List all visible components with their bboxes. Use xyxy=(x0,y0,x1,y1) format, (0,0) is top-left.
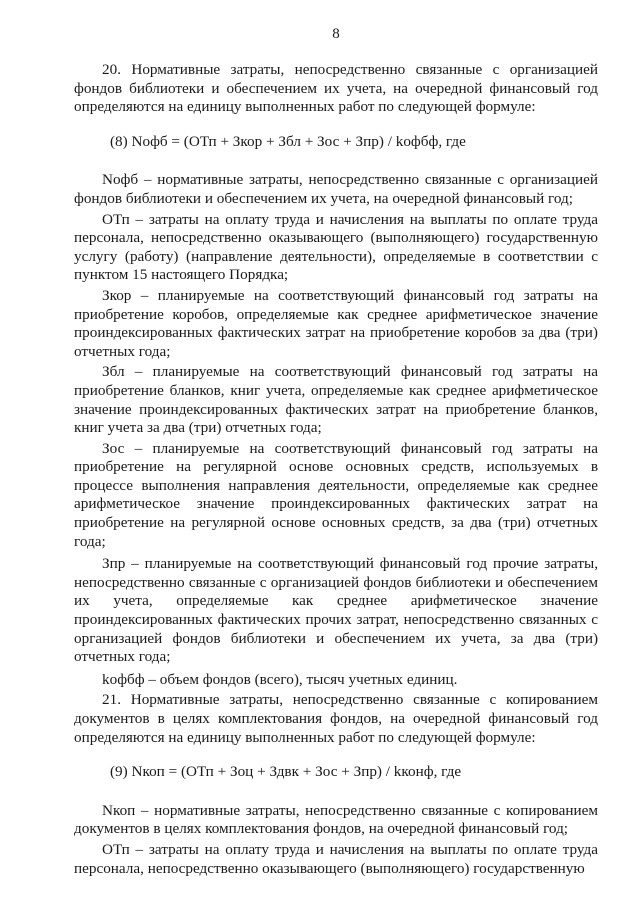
definition-otp: ОТп – затраты на оплату труда и начисления на выплаты по оплате труда персонала, непосредственно оказывающего (выполняющего) государственную услугу (работу) (направление деятельности), определяемые в соответствии с пунктом 15 настоящего Порядка; xyxy=(74,210,598,284)
definition-zkor: Зкор – планируемые на соответствующий финансовый год затраты на приобретение коробов, определяемые как среднее арифметическое значение проиндексированных фактических затрат на приобретение коробов за два (три) отчетных года; xyxy=(74,286,598,360)
page-number: 8 xyxy=(332,26,340,42)
definition-nkop: Nкоп – нормативные затраты, непосредственно связанные с копированием документов в целях комплектования фондов, на очередной финансовый год; xyxy=(74,801,598,838)
paragraph-21: 21. Нормативные затраты, непосредственно связанные с копированием документов в целях комплектования фондов, на очередной финансовый год определяются на единицу выполненных работ по следующей формуле: xyxy=(74,691,598,746)
formula-8: (8) Nофб = (ОТп + Зкор + Збл + Зос + Зпр) / kофбф, где xyxy=(110,132,466,150)
definition-zbl: Збл – планируемые на соответствующий финансовый год затраты на приобретение бланков, книг учета, определяемые как среднее арифметическое значение проиндексированных фактических затрат на приобретение бланков, книг учета за два (три) отчетных года; xyxy=(74,363,598,437)
paragraph-20: 20. Нормативные затраты, непосредственно связанные с организацией фондов библиотеки и обеспечением их учета, на очередной финансовый год определяются на единицу выполненных работ по следующей формуле: xyxy=(74,61,598,116)
definition-kofbf: kофбф – объем фондов (всего), тысяч учетных единиц. xyxy=(102,670,458,688)
definition-nofb: Nофб – нормативные затраты, непосредственно связанные с организацией фондов библиотеки и обеспечением их учета, на очередной финансовый год; xyxy=(74,171,598,207)
definition-otp-2: ОТп – затраты на оплату труда и начисления на выплаты по оплате труда персонала, непосредственно оказывающего (выполняющего) государственную xyxy=(74,840,598,877)
formula-9: (9) Nкоп = (ОТп + Зоц + Здвк + Зос + Зпр) / kконф, где xyxy=(110,763,462,781)
definition-zpr: Зпр – планируемые на соответствующий финансовый год прочие затраты, непосредственно связанные с организацией фондов библиотеки и обеспечением их учета, определяемые как среднее арифметическое значение проиндексированных фактических прочих затрат, непосредственно связанных с организацией фондов библиотеки и обеспечением их учета, за два (три) отчетных года; xyxy=(74,555,598,666)
definition-zos: Зос – планируемые на соответствующий финансовый год затраты на приобретение на регулярной основе основных средств, используемых в процессе выполнения направления деятельности, определяемые как среднее арифметическое значение проиндексированных фактических затрат на приобретение на регулярной основе основных средств, за два (три) отчетных года; xyxy=(74,439,598,550)
